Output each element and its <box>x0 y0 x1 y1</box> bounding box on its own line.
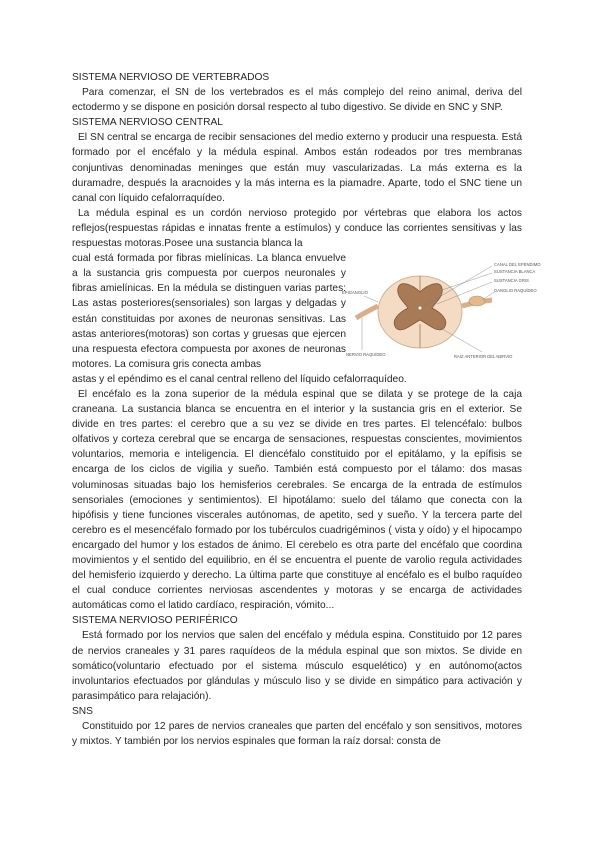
heading-vertebrados: SISTEMA NERVIOSO DE VERTEBRADOS <box>72 72 270 83</box>
label-ganglio: GANGLIO RAQUÍDEO <box>494 288 537 293</box>
label-sustancia-gris: SUSTANCIA GRIS <box>494 278 529 283</box>
label-nervio: NERVIO RAQUÍDEO <box>346 352 386 357</box>
paragraph-encefalo: El encéfalo es la zona superior de la médula espinal que se dilata y se protege de la caja craneana. La sustancia blanca se encuentra en el interior y la sustancia gris en el exterior. Se divide en tres partes: el cerebro que a su vez se divide en tres partes. El telencéfalo: bulbos olfativos y corteza cerebral que se encarga de sensaciones, respuestas conscientes, movimientos voluntarios, memoria e inteligencia. El diencéfalo constituido por el epitálamo, y la epífisis se encarga de los ciclos de vigilia y sueño. También está compuesto por el tálamo: dos masas voluminosas situadas bajo los hemisferios cerebrales. Se encarga de la entrada de estímulos sensoriales (emociones y sentimientos). El hipotálamo: suelo del tálamo que conecta con la hipófisis y tiene funciones viscerales autónomas, de apetito, sed y sueño. Y la tercera parte del cerebro es el mesencéfalo formado por los tubérculos cuadrigéminos ( vista y oído) y el hipocampo encargado del humor y los estados de ánimo. El cerebelo es otra parte del encéfalo que coordina movimientos y el sentido del equilibrio, en él se encuentra el puente de varolio regula actividades del hemisferio izquierdo y derecho. La última parte que constituye al encéfalo es el bulbo raquídeo el cual conduce corrientes nerviosas ascendentes y motoras y se encarga de actividades automáticas como el latido cardíaco, respiración, vómito... <box>72 388 522 612</box>
heading-sns: SNS <box>72 705 93 717</box>
document-body <box>72 70 522 749</box>
spinal-cord-illustration <box>342 262 541 372</box>
ganglion-shape <box>469 296 485 306</box>
label-canal: CANAL DEL EPÉNDIMO <box>494 262 541 267</box>
leader-epi <box>364 296 378 302</box>
heading-snp: SISTEMA NERVIOSO PERIFÉRICO <box>72 615 238 627</box>
paragraph-sns: Constituido por 12 pares de nervios craneales que parten del encéfalo y son sensitivos, motores y mixtos. Y también por los nervios espinales que forman la raíz dorsal: consta de <box>72 721 522 748</box>
paragraph-medula-wrap: cual está formada por fibras mielínicas. La blanca envuelve a la sustancia gris compuesta por cuerpos neuronales y fibras amielínicas. En la médula se distinguen varias partes: Las astas posteriores(sensoriales) son largas y delgadas y están constituidas por axones de neuronas sensitivas. Las astas anteriores(motoras) son cortas y gruesas que ejercen una respuesta efectora compuesta por axones de neuronas motores. La comisura gris conecta ambas <box>72 253 346 370</box>
paragraph-medula-top: La médula espinal es un cordón nervioso protegido por vértebras que elabora los actos reflejos(respuestas rápidas e innatas frente a estímulos) y conduce las corrientes sensitivas y las respuestas motoras.Posee una sustancia blanca la <box>72 207 522 250</box>
label-epiganglio: EPIGANGLIO <box>342 290 368 295</box>
leader-blanca <box>442 273 492 290</box>
paragraph-medula-end: astas y el epéndimo es el canal central relleno del líquido cefalorraquídeo. <box>72 373 407 385</box>
central-canal <box>418 306 422 310</box>
spinal-cord-figure <box>342 262 541 372</box>
label-sustancia-blanca: SUSTANCIA BLANCA <box>494 269 536 274</box>
paragraph-snp: Está formado por los nervios que salen del encéfalo y médula espina. Constituido por 12 pares de nervios craneales y 31 pares raquídeos de la médula espinal que son mixtos. Se divide en somático(voluntario efectuado por el sistema músculo esquelético) y en autónomo(actos involuntarios efectuados por glándulas y músculo liso y se divide en simpático para activación y parasimpático para relajación). <box>72 630 522 702</box>
heading-snc: SISTEMA NERVIOSO CENTRAL <box>72 117 223 129</box>
paragraph-intro: Para comenzar, el SN de los vertebrados es el más complejo del reino animal, deriva del ectodermo y se dispone en posición dorsal respecto al tubo digestivo. Se divide en SNC y SNP. <box>72 87 522 114</box>
paragraph-snc: El SN central se encarga de recibir sensaciones del medio externo y producir una respuesta. Está formado por el encéfalo y la médula espinal. Ambos están rodeados por tres membranas conjuntivas denominadas meninges que están muy vascularizadas. La más externa es la duramadre, después la aracnoides y la más interna es la piamadre. Aparte, todo el SNC tiene un canal con líquido cefalorraquídeo. <box>72 132 522 204</box>
left-nerve-root <box>356 306 378 318</box>
label-raiz: RAÍZ ANTERIOR DEL NERVIO <box>454 354 513 359</box>
